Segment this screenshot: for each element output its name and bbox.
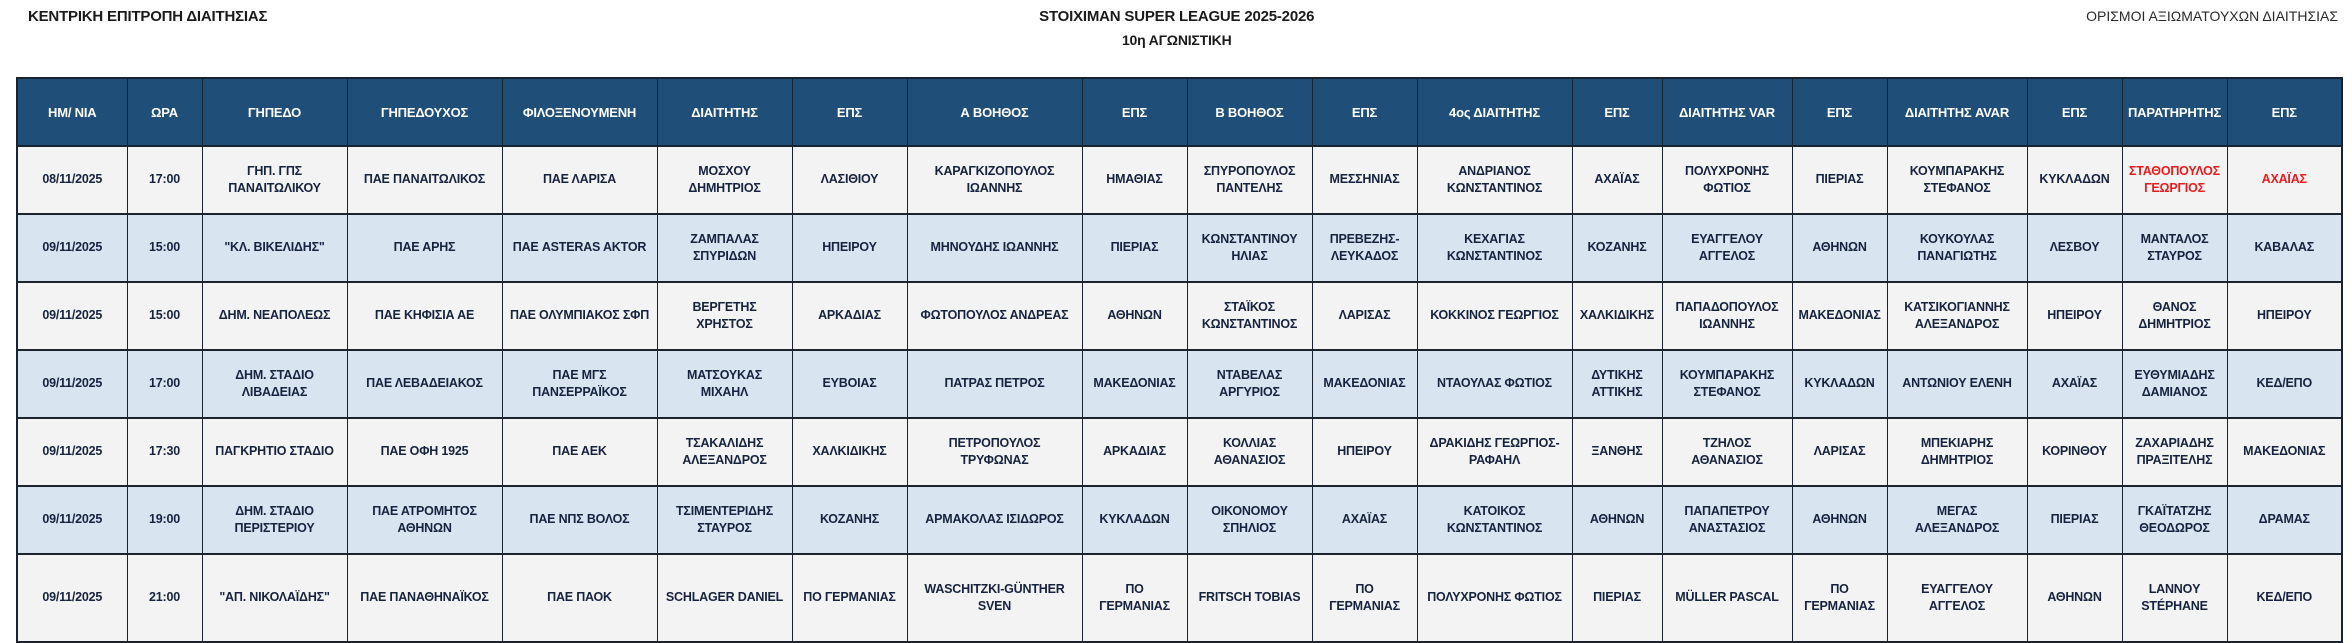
cell-r0-c12: ΑΧΑΪΑΣ: [1572, 146, 1662, 214]
cell-r4-c7: ΠΕΤΡΟΠΟΥΛΟΣ ΤΡΥΦΩΝΑΣ: [907, 418, 1082, 486]
assignments-table: [16, 77, 2343, 643]
cell-r1-c2: "ΚΛ. ΒΙΚΕΛΙΔΗΣ": [202, 214, 347, 282]
cell-r2-c11: ΚΟΚΚΙΝΟΣ ΓΕΩΡΓΙΟΣ: [1417, 282, 1572, 350]
cell-r1-c5: ΖΑΜΠΑΛΑΣ ΣΠΥΡΙΔΩΝ: [657, 214, 792, 282]
cell-r5-c16: ΠΙΕΡΙΑΣ: [2027, 486, 2122, 554]
cell-r1-c7: ΜΗΝΟΥΔΗΣ ΙΩΑΝΝΗΣ: [907, 214, 1082, 282]
cell-r5-c9: ΟΙΚΟΝΟΜΟΥ ΣΠΗΛΙΟΣ: [1187, 486, 1312, 554]
table-header-row: [17, 78, 2342, 146]
table-header: [17, 78, 2342, 146]
column-header-6: ΕΠΣ: [792, 78, 907, 146]
cell-r1-c11: ΚΕΧΑΓΙΑΣ ΚΩΝΣΤΑΝΤΙΝΟΣ: [1417, 214, 1572, 282]
cell-r6-c14: ΠΟ ΓΕΡΜΑΝΙΑΣ: [1792, 554, 1887, 642]
cell-r3-c5: ΜΑΤΣΟΥΚΑΣ ΜΙΧΑΗΛ: [657, 350, 792, 418]
cell-r5-c2: ΔΗΜ. ΣΤΑΔΙΟ ΠΕΡΙΣΤΕΡΙΟΥ: [202, 486, 347, 554]
cell-r1-c18: ΚΑΒΑΛΑΣ: [2227, 214, 2342, 282]
cell-r4-c14: ΛΑΡΙΣΑΣ: [1792, 418, 1887, 486]
cell-r4-c17: ΖΑΧΑΡΙΑΔΗΣ ΠΡΑΞΙΤΕΛΗΣ: [2122, 418, 2227, 486]
cell-r2-c4: ΠΑΕ ΟΛΥΜΠΙΑΚΟΣ ΣΦΠ: [502, 282, 657, 350]
column-header-14: ΕΠΣ: [1792, 78, 1887, 146]
cell-r5-c4: ΠΑΕ ΝΠΣ ΒΟΛΟΣ: [502, 486, 657, 554]
cell-r2-c3: ΠΑΕ ΚΗΦΙΣΙΑ ΑΕ: [347, 282, 502, 350]
cell-r4-c10: ΗΠΕΙΡΟΥ: [1312, 418, 1417, 486]
cell-r1-c14: ΑΘΗΝΩΝ: [1792, 214, 1887, 282]
cell-r3-c8: ΜΑΚΕΔΟΝΙΑΣ: [1082, 350, 1187, 418]
column-header-12: ΕΠΣ: [1572, 78, 1662, 146]
cell-r4-c0: 09/11/2025: [17, 418, 127, 486]
cell-r0-c1: 17:00: [127, 146, 202, 214]
match-row-2: [17, 282, 2342, 350]
cell-r1-c3: ΠΑΕ ΑΡΗΣ: [347, 214, 502, 282]
match-row-0: [17, 146, 2342, 214]
cell-r3-c9: ΝΤΑΒΕΛΑΣ ΑΡΓΥΡΙΟΣ: [1187, 350, 1312, 418]
cell-r0-c16: ΚΥΚΛΑΔΩΝ: [2027, 146, 2122, 214]
cell-r3-c11: ΝΤΑΟΥΛΑΣ ΦΩΤΙΟΣ: [1417, 350, 1572, 418]
cell-r4-c6: ΧΑΛΚΙΔΙΚΗΣ: [792, 418, 907, 486]
cell-r6-c12: ΠΙΕΡΙΑΣ: [1572, 554, 1662, 642]
match-row-4: [17, 418, 2342, 486]
cell-r2-c7: ΦΩΤΟΠΟΥΛΟΣ ΑΝΔΡΕΑΣ: [907, 282, 1082, 350]
cell-r2-c14: ΜΑΚΕΔΟΝΙΑΣ: [1792, 282, 1887, 350]
cell-r6-c4: ΠΑΕ ΠΑΟΚ: [502, 554, 657, 642]
cell-r2-c9: ΣΤΑΪΚΟΣ ΚΩΝΣΤΑΝΤΙΝΟΣ: [1187, 282, 1312, 350]
assignments-title: ΟΡΙΣΜΟΙ ΑΞΙΩΜΑΤΟΥΧΩΝ ΔΙΑΙΤΗΣΙΑΣ: [2086, 8, 2338, 24]
cell-r1-c13: ΕΥΑΓΓΕΛΟΥ ΑΓΓΕΛΟΣ: [1662, 214, 1792, 282]
column-header-2: ΓΗΠΕΔΟ: [202, 78, 347, 146]
cell-r3-c18: ΚΕΔ/ΕΠΟ: [2227, 350, 2342, 418]
column-header-16: ΕΠΣ: [2027, 78, 2122, 146]
cell-r4-c13: ΤΖΗΛΟΣ ΑΘΑΝΑΣΙΟΣ: [1662, 418, 1792, 486]
cell-r1-c4: ΠΑΕ ASTERAS AKTOR: [502, 214, 657, 282]
cell-r0-c11: ΑΝΔΡΙΑΝΟΣ ΚΩΝΣΤΑΝΤΙΝΟΣ: [1417, 146, 1572, 214]
cell-r4-c5: ΤΣΑΚΑΛΙΔΗΣ ΑΛΕΞΑΝΔΡΟΣ: [657, 418, 792, 486]
cell-r1-c0: 09/11/2025: [17, 214, 127, 282]
cell-r6-c11: ΠΟΛΥΧΡΟΝΗΣ ΦΩΤΙΟΣ: [1417, 554, 1572, 642]
cell-r6-c17: LANNOY STÉPHANE: [2122, 554, 2227, 642]
cell-r6-c3: ΠΑΕ ΠΑΝΑΘΗΝΑΪΚΟΣ: [347, 554, 502, 642]
cell-r6-c8: ΠΟ ΓΕΡΜΑΝΙΑΣ: [1082, 554, 1187, 642]
cell-r6-c16: ΑΘΗΝΩΝ: [2027, 554, 2122, 642]
cell-r3-c7: ΠΑΤΡΑΣ ΠΕΤΡΟΣ: [907, 350, 1082, 418]
cell-r5-c8: ΚΥΚΛΑΔΩΝ: [1082, 486, 1187, 554]
cell-r4-c1: 17:30: [127, 418, 202, 486]
cell-r1-c12: ΚΟΖΑΝΗΣ: [1572, 214, 1662, 282]
cell-r2-c1: 15:00: [127, 282, 202, 350]
column-header-13: ΔΙΑΙΤΗΤΗΣ VAR: [1662, 78, 1792, 146]
match-row-6: [17, 554, 2342, 642]
cell-r6-c18: ΚΕΔ/ΕΠΟ: [2227, 554, 2342, 642]
column-header-18: ΕΠΣ: [2227, 78, 2342, 146]
cell-r5-c15: ΜΕΓΑΣ ΑΛΕΞΑΝΔΡΟΣ: [1887, 486, 2027, 554]
cell-r5-c14: ΑΘΗΝΩΝ: [1792, 486, 1887, 554]
cell-r1-c16: ΛΕΣΒΟΥ: [2027, 214, 2122, 282]
cell-r5-c18: ΔΡΑΜΑΣ: [2227, 486, 2342, 554]
column-header-9: Β ΒΟΗΘΟΣ: [1187, 78, 1312, 146]
column-header-15: ΔΙΑΙΤΗΤΗΣ AVAR: [1887, 78, 2027, 146]
cell-r4-c15: ΜΠΕΚΙΑΡΗΣ ΔΗΜΗΤΡΙΟΣ: [1887, 418, 2027, 486]
cell-r3-c6: ΕΥΒΟΙΑΣ: [792, 350, 907, 418]
cell-r2-c2: ΔΗΜ. ΝΕΑΠΟΛΕΩΣ: [202, 282, 347, 350]
cell-r2-c0: 09/11/2025: [17, 282, 127, 350]
column-header-8: ΕΠΣ: [1082, 78, 1187, 146]
cell-r6-c10: ΠΟ ΓΕΡΜΑΝΙΑΣ: [1312, 554, 1417, 642]
cell-r2-c13: ΠΑΠΑΔΟΠΟΥΛΟΣ ΙΩΑΝΝΗΣ: [1662, 282, 1792, 350]
page-header: [28, 8, 2338, 48]
cell-r1-c17: ΜΑΝΤΑΛΟΣ ΣΤΑΥΡΟΣ: [2122, 214, 2227, 282]
cell-r5-c7: ΑΡΜΑΚΟΛΑΣ ΙΣΙΔΩΡΟΣ: [907, 486, 1082, 554]
cell-r0-c0: 08/11/2025: [17, 146, 127, 214]
cell-r6-c5: SCHLAGER DANIEL: [657, 554, 792, 642]
cell-r6-c9: FRITSCH TOBIAS: [1187, 554, 1312, 642]
cell-r0-c10: ΜΕΣΣΗΝΙΑΣ: [1312, 146, 1417, 214]
cell-r4-c16: ΚΟΡΙΝΘΟΥ: [2027, 418, 2122, 486]
cell-r3-c0: 09/11/2025: [17, 350, 127, 418]
cell-r0-c9: ΣΠΥΡΟΠΟΥΛΟΣ ΠΑΝΤΕΛΗΣ: [1187, 146, 1312, 214]
cell-r2-c8: ΑΘΗΝΩΝ: [1082, 282, 1187, 350]
cell-r1-c8: ΠΙΕΡΙΑΣ: [1082, 214, 1187, 282]
cell-r1-c1: 15:00: [127, 214, 202, 282]
cell-r3-c10: ΜΑΚΕΔΟΝΙΑΣ: [1312, 350, 1417, 418]
cell-r1-c6: ΗΠΕΙΡΟΥ: [792, 214, 907, 282]
cell-r5-c1: 19:00: [127, 486, 202, 554]
cell-r0-c8: ΗΜΑΘΙΑΣ: [1082, 146, 1187, 214]
cell-r1-c15: ΚΟΥΚΟΥΛΑΣ ΠΑΝΑΓΙΩΤΗΣ: [1887, 214, 2027, 282]
cell-r5-c12: ΑΘΗΝΩΝ: [1572, 486, 1662, 554]
cell-r3-c3: ΠΑΕ ΛΕΒΑΔΕΙΑΚΟΣ: [347, 350, 502, 418]
matchday-label: 10η ΑΓΩΝΙΣΤΙΚΗ: [1121, 32, 1232, 48]
cell-r2-c15: ΚΑΤΣΙΚΟΓΙΑΝΝΗΣ ΑΛΕΞΑΝΔΡΟΣ: [1887, 282, 2027, 350]
column-header-0: ΗΜ/ ΝΙΑ: [17, 78, 127, 146]
league-title: STOIXIMAN SUPER LEAGUE 2025-2026: [1039, 8, 1315, 25]
league-title-block: [267, 8, 2086, 48]
cell-r3-c14: ΚΥΚΛΑΔΩΝ: [1792, 350, 1887, 418]
cell-r5-c3: ΠΑΕ ΑΤΡΟΜΗΤΟΣ ΑΘΗΝΩΝ: [347, 486, 502, 554]
cell-r6-c0: 09/11/2025: [17, 554, 127, 642]
column-header-5: ΔΙΑΙΤΗΤΗΣ: [657, 78, 792, 146]
cell-r4-c11: ΔΡΑΚΙΔΗΣ ΓΕΩΡΓΙΟΣ-ΡΑΦΑΗΛ: [1417, 418, 1572, 486]
cell-r4-c12: ΞΑΝΘΗΣ: [1572, 418, 1662, 486]
column-header-1: ΩΡΑ: [127, 78, 202, 146]
cell-r5-c11: ΚΑΤΟΙΚΟΣ ΚΩΝΣΤΑΝΤΙΝΟΣ: [1417, 486, 1572, 554]
cell-r4-c18: ΜΑΚΕΔΟΝΙΑΣ: [2227, 418, 2342, 486]
column-header-11: 4ος ΔΙΑΙΤΗΤΗΣ: [1417, 78, 1572, 146]
cell-r0-c2: ΓΗΠ. ΓΠΣ ΠΑΝΑΙΤΩΛΙΚΟΥ: [202, 146, 347, 214]
cell-r3-c1: 17:00: [127, 350, 202, 418]
cell-r2-c5: ΒΕΡΓΕΤΗΣ ΧΡΗΣΤΟΣ: [657, 282, 792, 350]
cell-r0-c5: ΜΟΣΧΟΥ ΔΗΜΗΤΡΙΟΣ: [657, 146, 792, 214]
cell-r5-c10: ΑΧΑΪΑΣ: [1312, 486, 1417, 554]
cell-r6-c6: ΠΟ ΓΕΡΜΑΝΙΑΣ: [792, 554, 907, 642]
cell-r0-c17: ΣΤΑΘΟΠΟΥΛΟΣ ΓΕΩΡΓΙΟΣ: [2122, 146, 2227, 214]
column-header-17: ΠΑΡΑΤΗΡΗΤΗΣ: [2122, 78, 2227, 146]
cell-r0-c15: ΚΟΥΜΠΑΡΑΚΗΣ ΣΤΕΦΑΝΟΣ: [1887, 146, 2027, 214]
cell-r0-c18: ΑΧΑΪΑΣ: [2227, 146, 2342, 214]
table-body: [17, 146, 2342, 642]
cell-r0-c13: ΠΟΛΥΧΡΟΝΗΣ ΦΩΤΙΟΣ: [1662, 146, 1792, 214]
cell-r0-c7: ΚΑΡΑΓΚΙΖΟΠΟΥΛΟΣ ΙΩΑΝΝΗΣ: [907, 146, 1082, 214]
cell-r6-c13: MÜLLER PASCAL: [1662, 554, 1792, 642]
cell-r4-c8: ΑΡΚΑΔΙΑΣ: [1082, 418, 1187, 486]
cell-r6-c1: 21:00: [127, 554, 202, 642]
cell-r2-c17: ΘΑΝΟΣ ΔΗΜΗΤΡΙΟΣ: [2122, 282, 2227, 350]
cell-r5-c0: 09/11/2025: [17, 486, 127, 554]
column-header-7: Α ΒΟΗΘΟΣ: [907, 78, 1082, 146]
column-header-4: ΦΙΛΟΞΕΝΟΥΜΕΝΗ: [502, 78, 657, 146]
cell-r5-c6: ΚΟΖΑΝΗΣ: [792, 486, 907, 554]
cell-r5-c13: ΠΑΠΑΠΕΤΡΟΥ ΑΝΑΣΤΑΣΙΟΣ: [1662, 486, 1792, 554]
match-row-1: [17, 214, 2342, 282]
cell-r2-c12: ΧΑΛΚΙΔΙΚΗΣ: [1572, 282, 1662, 350]
assignments-table-container: [16, 77, 2343, 643]
committee-title: ΚΕΝΤΡΙΚΗ ΕΠΙΤΡΟΠΗ ΔΙΑΙΤΗΣΙΑΣ: [28, 8, 268, 25]
cell-r4-c4: ΠΑΕ ΑΕΚ: [502, 418, 657, 486]
cell-r3-c17: ΕΥΘΥΜΙΑΔΗΣ ΔΑΜΙΑΝΟΣ: [2122, 350, 2227, 418]
cell-r2-c18: ΗΠΕΙΡΟΥ: [2227, 282, 2342, 350]
cell-r6-c7: WASCHITZKI-GÜNTHER SVEN: [907, 554, 1082, 642]
cell-r1-c10: ΠΡΕΒΕΖΗΣ-ΛΕΥΚΑΔΟΣ: [1312, 214, 1417, 282]
cell-r3-c2: ΔΗΜ. ΣΤΑΔΙΟ ΛΙΒΑΔΕΙΑΣ: [202, 350, 347, 418]
cell-r5-c5: ΤΣΙΜΕΝΤΕΡΙΔΗΣ ΣΤΑΥΡΟΣ: [657, 486, 792, 554]
column-header-10: ΕΠΣ: [1312, 78, 1417, 146]
cell-r3-c15: ΑΝΤΩΝΙΟΥ ΕΛΕΝΗ: [1887, 350, 2027, 418]
cell-r3-c12: ΔΥΤΙΚΗΣ ΑΤΤΙΚΗΣ: [1572, 350, 1662, 418]
cell-r4-c3: ΠΑΕ ΟΦΗ 1925: [347, 418, 502, 486]
cell-r3-c4: ΠΑΕ ΜΓΣ ΠΑΝΣΕΡΡΑΪΚΟΣ: [502, 350, 657, 418]
cell-r4-c2: ΠΑΓΚΡΗΤΙΟ ΣΤΑΔΙΟ: [202, 418, 347, 486]
cell-r2-c6: ΑΡΚΑΔΙΑΣ: [792, 282, 907, 350]
match-row-3: [17, 350, 2342, 418]
cell-r2-c16: ΗΠΕΙΡΟΥ: [2027, 282, 2122, 350]
column-header-3: ΓΗΠΕΔΟΥΧΟΣ: [347, 78, 502, 146]
cell-r0-c6: ΛΑΣΙΘΙΟΥ: [792, 146, 907, 214]
cell-r0-c14: ΠΙΕΡΙΑΣ: [1792, 146, 1887, 214]
cell-r5-c17: ΓΚΑΪΤΑΤΖΗΣ ΘΕΟΔΩΡΟΣ: [2122, 486, 2227, 554]
cell-r0-c3: ΠΑΕ ΠΑΝΑΙΤΩΛΙΚΟΣ: [347, 146, 502, 214]
match-row-5: [17, 486, 2342, 554]
cell-r3-c16: ΑΧΑΪΑΣ: [2027, 350, 2122, 418]
cell-r6-c2: "ΑΠ. ΝΙΚΟΛΑΪΔΗΣ": [202, 554, 347, 642]
cell-r6-c15: ΕΥΑΓΓΕΛΟΥ ΑΓΓΕΛΟΣ: [1887, 554, 2027, 642]
cell-r1-c9: ΚΩΝΣΤΑΝΤΙΝΟΥ ΗΛΙΑΣ: [1187, 214, 1312, 282]
cell-r4-c9: ΚΟΛΛΙΑΣ ΑΘΑΝΑΣΙΟΣ: [1187, 418, 1312, 486]
cell-r0-c4: ΠΑΕ ΛΑΡΙΣΑ: [502, 146, 657, 214]
cell-r2-c10: ΛΑΡΙΣΑΣ: [1312, 282, 1417, 350]
cell-r3-c13: ΚΟΥΜΠΑΡΑΚΗΣ ΣΤΕΦΑΝΟΣ: [1662, 350, 1792, 418]
